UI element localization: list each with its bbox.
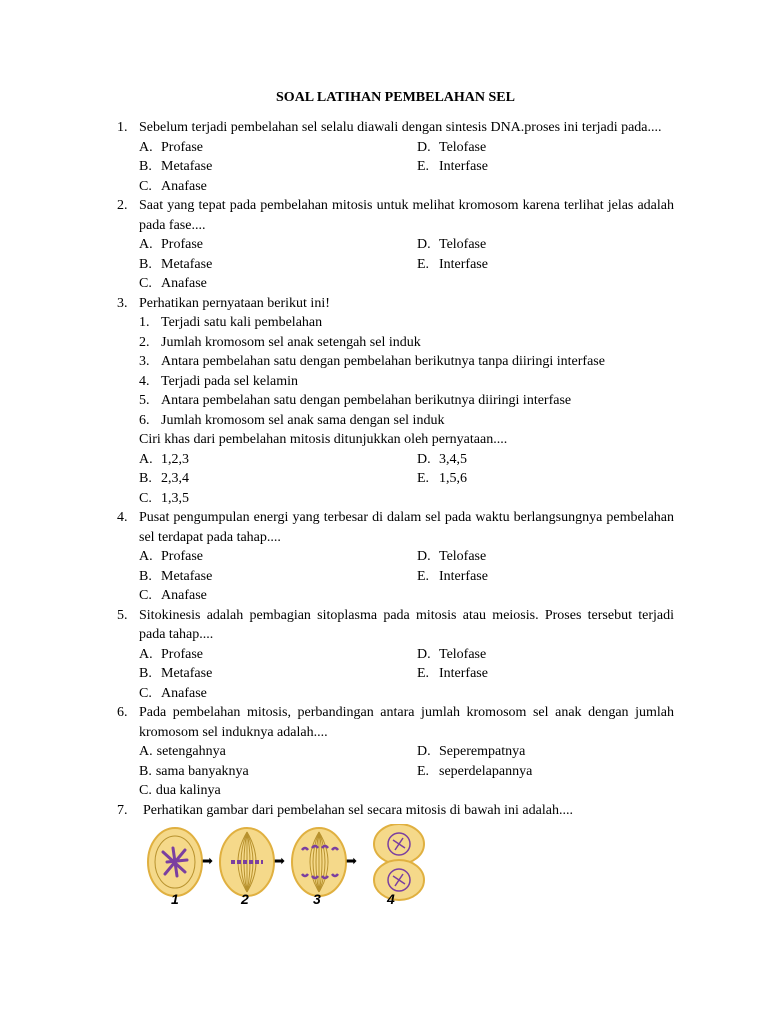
option-letter: A. <box>139 744 153 759</box>
answer-option[interactable] <box>417 255 674 275</box>
option-letter: E. <box>417 763 430 779</box>
option-letter: C. <box>139 783 152 798</box>
answer-option[interactable] <box>139 684 417 704</box>
statement-item <box>139 411 674 431</box>
option-text: sama banyaknya <box>155 763 249 779</box>
answer-option[interactable] <box>417 664 674 684</box>
option-letter: C. <box>139 490 152 506</box>
option-text: 2,3,4 <box>161 471 189 486</box>
answer-option[interactable] <box>139 255 417 275</box>
answer-option[interactable] <box>139 450 417 470</box>
question-followup: Ciri khas dari pembelahan mitosis ditunjukkan oleh pernyataan.... <box>139 432 508 447</box>
answer-option[interactable] <box>139 762 417 782</box>
answer-options <box>139 742 674 801</box>
answer-options <box>139 645 674 704</box>
question-text: Pada pembelahan mitosis, perbandingan antara jumlah kromosom sel anak dengan jumlah kromosom sel induknya adalah.... <box>139 705 674 740</box>
answer-option[interactable] <box>139 742 417 762</box>
statement-text: Terjadi satu kali pembelahan <box>161 315 323 330</box>
option-letter: E. <box>417 666 430 681</box>
option-letter: C. <box>139 276 152 291</box>
option-text: dua kalinya <box>155 783 221 798</box>
option-letter: A. <box>139 646 153 662</box>
option-letter: A. <box>139 549 153 564</box>
option-text: Profase <box>161 237 203 252</box>
option-letter: D. <box>417 646 431 662</box>
option-letter: B. <box>139 471 152 486</box>
option-letter: A. <box>139 237 153 252</box>
option-letter: B. <box>139 159 152 174</box>
option-letter: D. <box>417 139 431 155</box>
option-text: 1,5,6 <box>439 471 467 486</box>
option-text: Metafase <box>161 666 213 681</box>
question-number: 5. <box>117 607 128 623</box>
answer-option[interactable] <box>417 547 674 567</box>
question-number: 7. <box>117 802 128 818</box>
option-text: Metafase <box>161 568 213 584</box>
answer-options <box>139 450 674 509</box>
option-text: Metafase <box>161 159 213 174</box>
answer-option[interactable] <box>417 157 674 177</box>
statement-number: 1. <box>139 315 150 330</box>
option-text: Anafase <box>161 276 207 291</box>
question <box>117 196 674 294</box>
question-number: 6. <box>117 705 128 720</box>
question <box>117 508 674 606</box>
figure-label: 2 <box>241 891 249 907</box>
option-letter: E. <box>417 159 430 174</box>
option-text: 1,3,5 <box>161 490 189 506</box>
statement-text: Antara pembelahan satu dengan pembelahan berikutnya diiringi interfase <box>161 393 572 408</box>
option-text: Anafase <box>161 685 207 701</box>
option-text: Interfase <box>439 568 488 584</box>
question-list <box>117 118 674 916</box>
statement-list <box>139 313 674 430</box>
option-letter: D. <box>417 549 431 564</box>
option-text: Interfase <box>439 256 488 272</box>
option-letter: E. <box>417 471 430 486</box>
answer-options <box>139 235 674 294</box>
document-title: SOAL LATIHAN PEMBELAHAN SEL <box>276 90 515 105</box>
option-text: seperdelapannya <box>439 763 533 779</box>
figure-label: 1 <box>171 891 179 907</box>
statement-text: Jumlah kromosom sel anak sama dengan sel induk <box>161 412 445 428</box>
question-text: Saat yang tepat pada pembelahan mitosis untuk melihat kromosom karena terlihat jelas adalah pada fase.... <box>139 198 674 233</box>
option-text: Anafase <box>161 178 207 194</box>
answer-option[interactable] <box>417 567 674 587</box>
option-letter: B. <box>139 763 152 779</box>
option-letter: D. <box>417 451 431 467</box>
option-letter: D. <box>417 237 431 252</box>
option-letter: C. <box>139 588 152 603</box>
question-number: 1. <box>117 120 128 135</box>
option-text: 1,2,3 <box>161 451 189 467</box>
answer-option[interactable] <box>417 450 674 470</box>
answer-option[interactable] <box>139 469 417 489</box>
question-number: 4. <box>117 510 128 525</box>
option-text: Seperempatnya <box>439 744 526 759</box>
option-text: setengahnya <box>156 744 226 759</box>
option-text: Interfase <box>439 159 488 174</box>
statement-text: Antara pembelahan satu dengan pembelahan berikutnya tanpa diiringi interfase <box>161 354 605 369</box>
answer-option[interactable] <box>139 645 417 665</box>
option-text: Profase <box>161 646 203 662</box>
question-text: Sitokinesis adalah pembagian sitoplasma pada mitosis atau meiosis. Proses tersebut terjadi pada tahap.... <box>139 607 674 642</box>
option-text: Profase <box>161 139 203 155</box>
option-letter: D. <box>417 744 431 759</box>
answer-option[interactable] <box>417 742 674 762</box>
answer-option[interactable] <box>139 489 417 509</box>
option-letter: B. <box>139 568 152 584</box>
answer-option[interactable] <box>139 274 417 294</box>
answer-option[interactable] <box>417 469 674 489</box>
option-text: Telofase <box>439 549 487 564</box>
answer-option[interactable] <box>139 138 417 158</box>
option-letter: A. <box>139 139 153 155</box>
arrow-icon: ➡ <box>274 854 285 869</box>
question <box>117 801 674 917</box>
option-letter: A. <box>139 451 153 467</box>
answer-option[interactable] <box>139 177 417 197</box>
question <box>117 118 674 196</box>
answer-option[interactable] <box>139 235 417 255</box>
option-letter: E. <box>417 256 430 272</box>
statement-text: Jumlah kromosom sel anak setengah sel induk <box>161 334 421 350</box>
question <box>117 294 674 509</box>
question <box>117 703 674 801</box>
option-text: Telofase <box>439 646 487 662</box>
statement-item <box>139 372 674 392</box>
statement-text: Terjadi pada sel kelamin <box>161 373 299 389</box>
question-text: Pusat pengumpulan energi yang terbesar di dalam sel pada waktu berlangsungnya pembelahan sel terdapat pada tahap.... <box>139 510 674 545</box>
answer-options <box>139 547 674 606</box>
answer-option[interactable] <box>417 645 674 665</box>
document-page <box>117 88 674 916</box>
option-letter: B. <box>139 666 152 681</box>
answer-option[interactable] <box>139 586 417 606</box>
answer-option[interactable] <box>139 547 417 567</box>
question-text: Perhatikan pernyataan berikut ini! <box>139 295 330 311</box>
option-text: Interfase <box>439 666 488 681</box>
statement-item <box>139 391 674 411</box>
statement-number: 3. <box>139 354 150 369</box>
answer-option[interactable] <box>417 235 674 255</box>
answer-option[interactable] <box>139 664 417 684</box>
statement-item <box>139 352 674 372</box>
option-text: Telofase <box>439 139 487 155</box>
statement-number: 6. <box>139 412 150 428</box>
option-text: Telofase <box>439 237 487 252</box>
figure-label: 3 <box>313 891 321 907</box>
arrow-icon: ➡ <box>202 854 213 869</box>
statement-number: 2. <box>139 334 150 350</box>
option-letter: C. <box>139 685 152 701</box>
answer-option[interactable] <box>139 157 417 177</box>
option-text: Metafase <box>161 256 213 272</box>
answer-option[interactable] <box>417 138 674 158</box>
question-number: 3. <box>117 295 128 311</box>
question-text: Sebelum terjadi pembelahan sel selalu diawali dengan sintesis DNA.proses ini terjadi pada.... <box>139 120 662 135</box>
statement-number: 4. <box>139 373 150 389</box>
answer-options <box>139 138 674 197</box>
option-letter: E. <box>417 568 430 584</box>
statement-item <box>139 313 674 333</box>
figure-label: 4 <box>387 891 395 907</box>
arrow-icon: ➡ <box>346 854 357 869</box>
question-number: 2. <box>117 198 128 213</box>
option-text: 3,4,5 <box>439 451 467 467</box>
statement-item <box>139 333 674 353</box>
answer-option[interactable] <box>417 762 674 782</box>
option-letter: B. <box>139 256 152 272</box>
chromosome <box>167 860 187 862</box>
mitosis-figure <box>139 824 674 916</box>
question <box>117 606 674 704</box>
answer-option[interactable] <box>139 567 417 587</box>
statement-number: 5. <box>139 393 150 408</box>
question-text: Perhatikan gambar dari pembelahan sel secara mitosis di bawah ini adalah.... <box>143 802 573 818</box>
option-letter: C. <box>139 178 152 194</box>
option-text: Anafase <box>161 588 207 603</box>
option-text: Profase <box>161 549 203 564</box>
answer-option[interactable] <box>139 781 417 801</box>
mitosis-diagram <box>145 824 445 904</box>
